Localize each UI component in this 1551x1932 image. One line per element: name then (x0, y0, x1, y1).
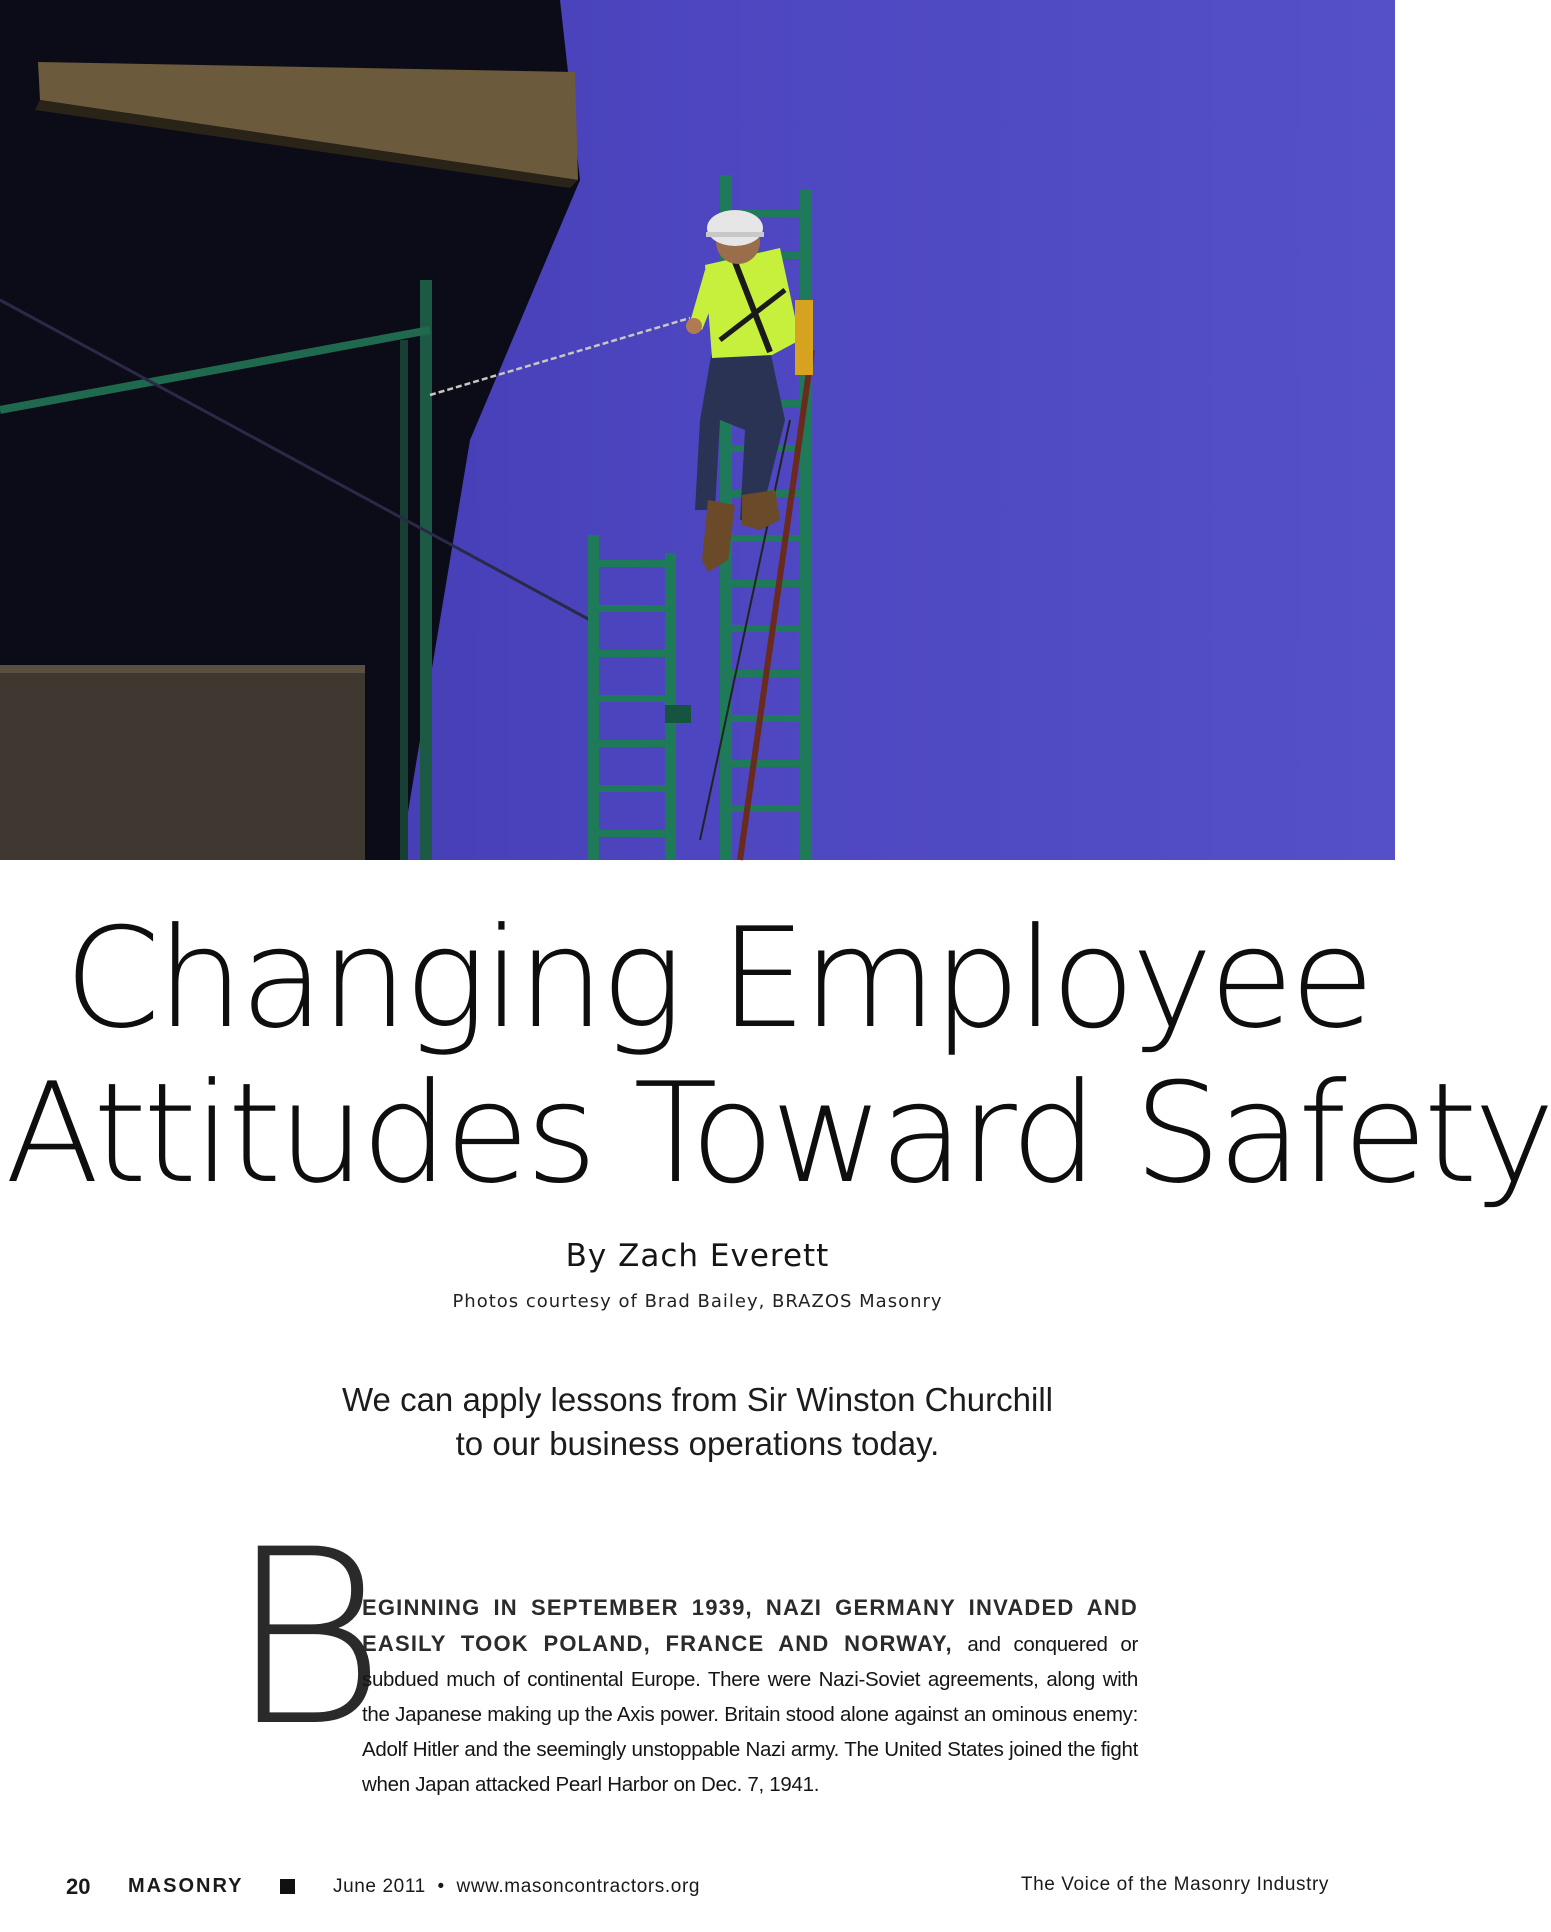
harness-lanyard (795, 300, 813, 375)
body-paragraph (362, 1590, 1138, 1802)
footer-square-separator (280, 1879, 295, 1894)
page-footer (0, 1874, 1395, 1904)
page-number: 20 (66, 1874, 91, 1899)
tagline: The Voice of the Masonry Industry (1020, 1874, 1329, 1895)
lead-in: EGINNING IN SEPTEMBER 1939, NAZI GERMANY INVADED AND EASILY TOOK POLAND, FRANCE AND NORWAY, (362, 1595, 1138, 1656)
article-deck (0, 1378, 1395, 1466)
body-text: and conquered or subdued much of continental Europe. There were Nazi-Soviet agreements, along with the Japanese making up the Axis power. Britain stood alone against an ominous enemy: Adolf Hitler and the seemingly unstoppable Nazi army. The United States joined the fight when Japan attacked Pearl Harbor on Dec. 7, 1941. (362, 1633, 1138, 1796)
drop-cap: B (228, 1498, 381, 1780)
construction-worker-illustration (0, 0, 1395, 860)
magazine-name: MASONRY (128, 1875, 244, 1897)
deck-line-1: We can apply lessons from Sir Winston Churchill (342, 1381, 1053, 1418)
issue-info: June 2011 • www.masoncontractors.org (333, 1876, 701, 1897)
article-title-line-2: Attitudes Toward Safety (5, 1053, 1551, 1214)
article-title-line-1: Changing Employee (64, 898, 1371, 1059)
photo-credit: Photos courtesy of Brad Bailey, BRAZOS Masonry (452, 1291, 943, 1312)
byline: By Zach Everett (565, 1238, 830, 1274)
scaffold-pole (420, 280, 432, 860)
hero-photo (0, 0, 1395, 860)
hardhat (707, 210, 763, 246)
deck-line-2: to our business operations today. (455, 1425, 940, 1462)
wall-block (0, 665, 365, 860)
